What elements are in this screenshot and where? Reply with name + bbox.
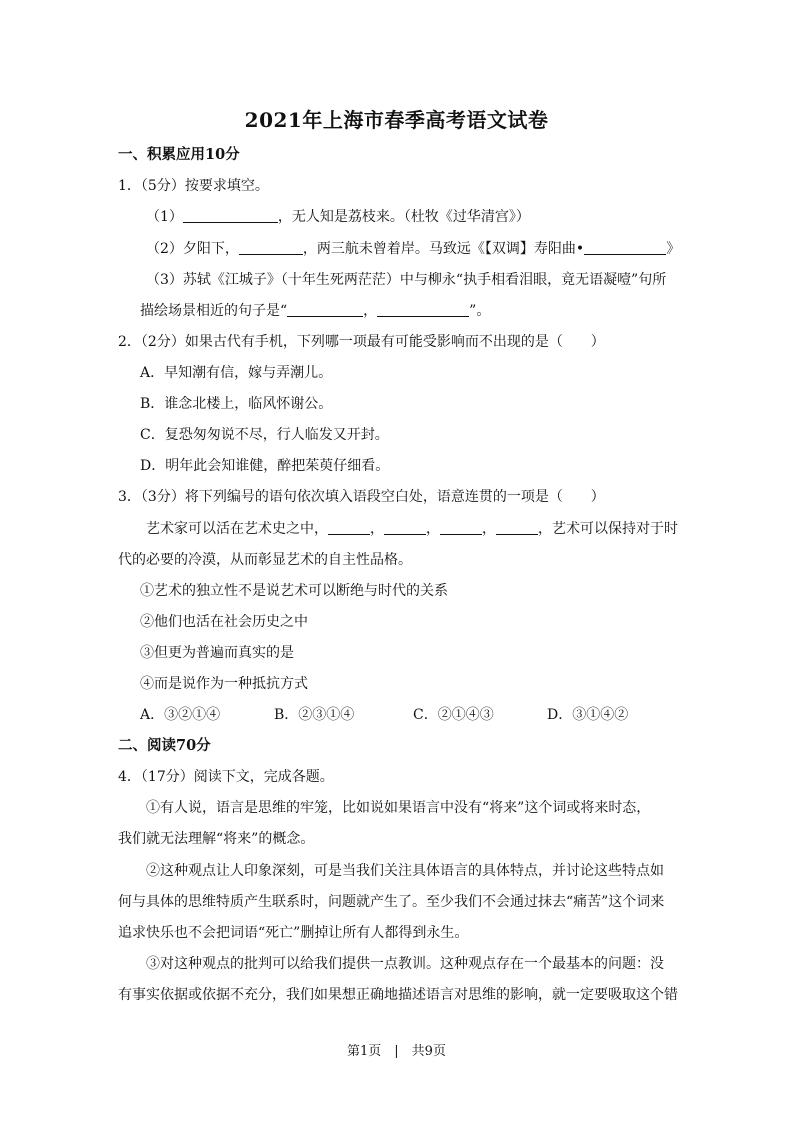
fill-blank[interactable] xyxy=(287,302,363,317)
question-1-part-3-line-1: （3）苏轼《江城子》（十年生死两茫茫）中与柳永“执手相看泪眼，竟无语凝噎”句所 xyxy=(146,272,667,288)
question-2-option-d[interactable]: D．明年此会知谁健，醉把茱萸仔细看。 xyxy=(140,458,390,474)
section-heading-accumulation: 一、积累应用10分 xyxy=(118,146,240,163)
q4-paragraph-2-line-2: 何与具体的思维特质产生联系时，问题就产生了。至少我们不会通过抹去“痛苦”这个词来 xyxy=(118,894,665,910)
q1-p1-suffix: ，无人知是荔枝来。（杜牧《过华清宫》） xyxy=(277,209,530,225)
q4-paragraph-1-line-2: 我们就无法理解“将来”的概念。 xyxy=(118,831,315,847)
question-1-part-3-line-2 xyxy=(140,301,490,321)
q4-paragraph-3-line-2: 有事实依据或依据不充分，我们如果想正确地描述语言对思维的影响，就一定要吸取这个错 xyxy=(118,987,678,1003)
fill-blank[interactable] xyxy=(496,520,538,535)
fill-blank[interactable] xyxy=(440,520,482,535)
question-3-stem: 3．（3分）将下列编号的语句依次填入语段空白处，语意连贯的一项是（ ） xyxy=(118,489,605,505)
question-3-sentence-1: ①艺术的独立性不是说艺术可以断绝与时代的关系 xyxy=(140,583,448,599)
question-1-stem: 1．（5分）按要求填空。 xyxy=(118,178,269,194)
question-2-option-b[interactable]: B．谁念北楼上，临风怀谢公。 xyxy=(140,396,333,412)
question-3-sentence-4: ④而是说作为一种抵抗方式 xyxy=(140,676,308,692)
question-2-option-c[interactable]: C．复恐匆匆说不尽，行人临发又开封。 xyxy=(140,427,389,443)
fill-blank[interactable] xyxy=(239,240,303,255)
q3-comma: ， xyxy=(482,521,496,537)
question-3-option-d[interactable]: D．③①④② xyxy=(547,707,629,723)
question-1-part-2 xyxy=(146,239,680,259)
question-3-sentence-2: ②他们也活在社会历史之中 xyxy=(140,614,308,630)
q4-paragraph-1-line-1: ①有人说，语言是思维的牢笼，比如说如果语言中没有“将来”这个词或将来时态， xyxy=(146,800,651,816)
fill-blank[interactable] xyxy=(183,208,278,223)
q1-p3-middle: ， xyxy=(363,303,378,319)
fill-blank[interactable] xyxy=(584,240,666,255)
q1-p2-suffix: 》 xyxy=(666,241,681,257)
question-3-options xyxy=(140,705,628,725)
q3-passage-suffix: ，艺术可以保持对于时 xyxy=(538,521,678,537)
fill-blank[interactable] xyxy=(377,302,469,317)
question-3-sentence-3: ③但更为普遍而真实的是 xyxy=(140,645,294,661)
q4-paragraph-3-line-1: ③对这种观点的批判可以给我们提供一点教训。这种观点存在一个最基本的问题：没 xyxy=(146,956,664,972)
q1-p3-prefix: 描绘场景相近的句子是“ xyxy=(140,303,288,319)
page-title: 2021年上海市春季高考语文试卷 xyxy=(244,108,549,132)
question-1-part-1 xyxy=(146,207,530,227)
q3-comma: ， xyxy=(370,521,384,537)
q1-p1-prefix: （1） xyxy=(146,209,183,225)
q3-passage-prefix: 艺术家可以活在艺术史之中， xyxy=(146,521,328,537)
q4-paragraph-2-line-1: ②这种观点让人印象深刻，可是当我们关注具体语言的具体特点，并讨论这些特点如 xyxy=(146,863,664,879)
q3-comma: ， xyxy=(426,521,440,537)
section-heading-reading: 二、阅读70分 xyxy=(118,737,211,754)
fill-blank[interactable] xyxy=(328,520,370,535)
question-2-option-a[interactable]: A．早知潮有信，嫁与弄潮儿。 xyxy=(140,365,333,381)
question-2-stem: 2．（2分）如果古代有手机，下列哪一项最有可能受影响而不出现的是（ ） xyxy=(118,334,605,350)
q1-p2-prefix: （2）夕阳下， xyxy=(146,241,239,257)
question-4-stem: 4．（17分）阅读下文，完成各题。 xyxy=(118,769,334,785)
page-footer: 第1页 | 共9页 xyxy=(347,1044,446,1059)
q4-paragraph-2-line-3: 追求快乐也不会把词语“死亡”删掉让所有人都得到永生。 xyxy=(118,925,469,941)
question-3-option-c[interactable]: C．②①④③ xyxy=(413,707,494,723)
question-3-passage-line-2: 代的必要的冷漠，从而彰显艺术的自主性品格。 xyxy=(118,552,412,568)
q1-p3-suffix: ”。 xyxy=(469,303,491,319)
question-3-option-b[interactable]: B．②③①④ xyxy=(274,707,355,723)
question-3-option-a[interactable]: A．③②①④ xyxy=(140,707,221,723)
q1-p2-middle: ，两三航未曾着岸。马致远《【双调】寿阳曲• xyxy=(302,241,585,257)
fill-blank[interactable] xyxy=(384,520,426,535)
question-3-passage-line-1 xyxy=(146,519,678,539)
